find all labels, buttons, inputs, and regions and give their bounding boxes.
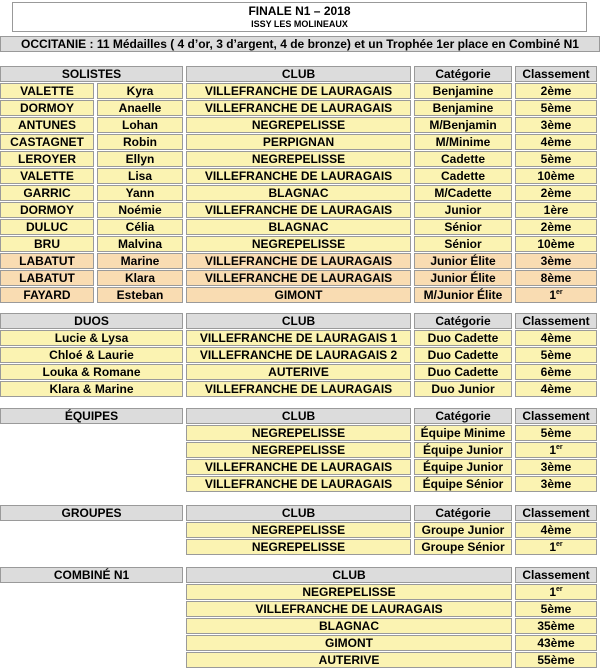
combine-header-rank: Classement [515,567,597,583]
soliste-last-name: VALETTE [0,168,94,184]
soliste-first-name: Lohan [97,117,183,133]
equipes-header-name: ÉQUIPES [0,408,183,424]
duos-table [0,313,600,398]
duo-names: Chloé & Laurie [0,347,183,363]
groupes-header-club: CLUB [186,505,411,521]
solistes-header-rank: Classement [515,66,597,82]
duo-row [0,347,600,364]
combine-club: NEGREPELISSE [186,584,512,600]
duo-rank: 4ème [515,381,597,397]
combine-club: VILLEFRANCHE DE LAURAGAIS [186,601,512,617]
combine-header-club: CLUB [186,567,512,583]
combine-row [0,601,600,618]
soliste-first-name: Noémie [97,202,183,218]
soliste-category: Junior [414,202,512,218]
soliste-first-name: Robin [97,134,183,150]
groupe-row-rank-suffix: er [556,541,563,548]
soliste-category: M/Cadette [414,185,512,201]
soliste-last-name: BRU [0,236,94,252]
groupe-row-club: NEGREPELISSE [186,539,411,555]
duo-rank: 5ème [515,347,597,363]
soliste-club: BLAGNAC [186,219,411,235]
duos-header-rank: Classement [515,313,597,329]
soliste-category: Sénior [414,236,512,252]
title-box [12,2,587,32]
equipe-row-category: Équipe Sénior [414,476,512,492]
soliste-rank: 10ème [515,168,597,184]
duo-club: VILLEFRANCHE DE LAURAGAIS 2 [186,347,411,363]
duo-category: Duo Junior [414,381,512,397]
combine-rank [515,584,597,600]
combine-rank: 43ème [515,635,597,651]
solistes-table [0,66,600,304]
soliste-rank: 2ème [515,219,597,235]
equipe-row-category: Équipe Junior [414,442,512,458]
duos-header-row [0,313,600,330]
soliste-rank: 2ème [515,83,597,99]
soliste-last-name: DULUC [0,219,94,235]
duo-names: Lucie & Lysa [0,330,183,346]
soliste-row [0,100,600,117]
location-subtitle: ISSY LES MOLINEAUX [251,19,348,29]
combine-body [0,584,600,669]
equipes-header-category: Catégorie [414,408,512,424]
combine-row [0,618,600,635]
equipe-row-rank-suffix: er [556,444,563,451]
soliste-rank: 5ème [515,151,597,167]
soliste-club: NEGREPELISSE [186,236,411,252]
soliste-club: VILLEFRANCHE DE LAURAGAIS [186,253,411,269]
soliste-category: Cadette [414,151,512,167]
soliste-rank: 10ème [515,236,597,252]
combine-rank-value: 1 [549,585,557,599]
equipes-header-club: CLUB [186,408,411,424]
soliste-first-name: Anaelle [97,100,183,116]
soliste-rank: 3ème [515,253,597,269]
equipe-row-rank: 3ème [515,476,597,492]
soliste-category: M/Junior Élite [414,287,512,303]
soliste-category: M/Minime [414,134,512,150]
soliste-last-name: LEROYER [0,151,94,167]
soliste-row [0,253,600,270]
equipe-row-rank: 5ème [515,425,597,441]
soliste-last-name: GARRIC [0,185,94,201]
soliste-category: Sénior [414,219,512,235]
equipe-row-club: VILLEFRANCHE DE LAURAGAIS [186,476,411,492]
equipes-table [0,408,600,493]
equipes-body [0,425,600,493]
duos-header-club: CLUB [186,313,411,329]
soliste-first-name: Kyra [97,83,183,99]
solistes-header-club: CLUB [186,66,411,82]
soliste-row [0,117,600,134]
soliste-club: VILLEFRANCHE DE LAURAGAIS [186,202,411,218]
soliste-first-name: Yann [97,185,183,201]
combine-header-name: COMBINÉ N1 [0,567,183,583]
soliste-row [0,134,600,151]
soliste-category: Cadette [414,168,512,184]
groupes-header-row [0,505,600,522]
soliste-row [0,185,600,202]
soliste-last-name: FAYARD [0,287,94,303]
soliste-first-name: Ellyn [97,151,183,167]
groupe-row-rank: 4ème [515,522,597,538]
duo-row [0,381,600,398]
duo-names: Klara & Marine [0,381,183,397]
duo-category: Duo Cadette [414,364,512,380]
groupes-header-rank: Classement [515,505,597,521]
solistes-header-name: SOLISTES [0,66,183,82]
groupes-body [0,522,600,556]
combine-rank: 5ème [515,601,597,617]
equipe-row-rank-value: 1 [549,443,557,457]
combine-header-row [0,567,600,584]
soliste-last-name: DORMOY [0,100,94,116]
soliste-club: PERPIGNAN [186,134,411,150]
combine-row [0,584,600,601]
combine-table [0,567,600,669]
soliste-last-name: DORMOY [0,202,94,218]
equipe-row-club: VILLEFRANCHE DE LAURAGAIS [186,459,411,475]
equipe-row-category: Équipe Junior [414,459,512,475]
combine-club: AUTERIVE [186,652,512,668]
combine-rank: 35ème [515,618,597,634]
equipe-row-category: Équipe Minime [414,425,512,441]
equipe-row-rank: 3ème [515,459,597,475]
soliste-first-name: Célia [97,219,183,235]
page-title: FINALE N1 – 2018 [248,4,351,18]
soliste-category: M/Benjamin [414,117,512,133]
groupe-row-category: Groupe Sénior [414,539,512,555]
duo-names: Louka & Romane [0,364,183,380]
duo-rank: 6ème [515,364,597,380]
soliste-club: VILLEFRANCHE DE LAURAGAIS [186,83,411,99]
duo-rank: 4ème [515,330,597,346]
solistes-header-row [0,66,600,83]
soliste-first-name: Malvina [97,236,183,252]
combine-rank-suffix: er [556,586,563,593]
equipe-row [0,476,600,493]
soliste-first-name: Esteban [97,287,183,303]
soliste-club: VILLEFRANCHE DE LAURAGAIS [186,270,411,286]
duo-club: VILLEFRANCHE DE LAURAGAIS 1 [186,330,411,346]
groupe-row [0,539,600,556]
equipe-row [0,459,600,476]
equipe-row [0,425,600,442]
groupe-row-rank-value: 1 [549,540,557,554]
soliste-row [0,202,600,219]
soliste-first-name: Marine [97,253,183,269]
groupes-header-category: Catégorie [414,505,512,521]
groupe-row [0,522,600,539]
duo-club: VILLEFRANCHE DE LAURAGAIS [186,381,411,397]
soliste-club: BLAGNAC [186,185,411,201]
soliste-last-name: ANTUNES [0,117,94,133]
duo-category: Duo Cadette [414,347,512,363]
soliste-category: Benjamine [414,83,512,99]
combine-club: BLAGNAC [186,618,512,634]
combine-club: GIMONT [186,635,512,651]
groupe-row-category: Groupe Junior [414,522,512,538]
duo-row [0,364,600,381]
soliste-rank [515,287,597,303]
equipe-row-club: NEGREPELISSE [186,425,411,441]
soliste-first-name: Klara [97,270,183,286]
soliste-rank: 8ème [515,270,597,286]
soliste-row [0,287,600,304]
soliste-club: NEGREPELISSE [186,151,411,167]
soliste-rank: 5ème [515,100,597,116]
duo-category: Duo Cadette [414,330,512,346]
soliste-row [0,168,600,185]
equipe-row-rank [515,442,597,458]
duos-header-category: Catégorie [414,313,512,329]
equipes-header-rank: Classement [515,408,597,424]
equipe-row-club: NEGREPELISSE [186,442,411,458]
soliste-club: VILLEFRANCHE DE LAURAGAIS [186,100,411,116]
region-summary: OCCITANIE : 11 Médailles ( 4 d’or, 3 d’argent, 4 de bronze) et un Trophée 1er place en Combiné N1 [0,36,600,52]
title-block [12,2,587,32]
soliste-first-name: Lisa [97,168,183,184]
equipe-row [0,442,600,459]
soliste-last-name: CASTAGNET [0,134,94,150]
solistes-header-category: Catégorie [414,66,512,82]
groupes-table [0,505,600,556]
soliste-club: VILLEFRANCHE DE LAURAGAIS [186,168,411,184]
soliste-club: NEGREPELISSE [186,117,411,133]
duos-body [0,330,600,398]
duo-row [0,330,600,347]
combine-row [0,635,600,652]
groupe-row-club: NEGREPELISSE [186,522,411,538]
soliste-rank-value: 1 [549,288,557,302]
duo-club: AUTERIVE [186,364,411,380]
soliste-rank: 2ème [515,185,597,201]
equipes-header-row [0,408,600,425]
soliste-last-name: LABATUT [0,270,94,286]
soliste-club: GIMONT [186,287,411,303]
soliste-row [0,151,600,168]
groupe-row-rank [515,539,597,555]
combine-row [0,652,600,669]
soliste-row [0,83,600,100]
soliste-category: Junior Élite [414,270,512,286]
soliste-row [0,219,600,236]
duos-header-name: DUOS [0,313,183,329]
soliste-category: Benjamine [414,100,512,116]
soliste-last-name: VALETTE [0,83,94,99]
groupes-header-name: GROUPES [0,505,183,521]
soliste-rank-suffix: er [556,289,563,296]
soliste-rank: 1ère [515,202,597,218]
solistes-body [0,83,600,304]
soliste-category: Junior Élite [414,253,512,269]
combine-rank: 55ème [515,652,597,668]
soliste-rank: 3ème [515,117,597,133]
soliste-row [0,270,600,287]
soliste-rank: 4ème [515,134,597,150]
soliste-row [0,236,600,253]
soliste-last-name: LABATUT [0,253,94,269]
